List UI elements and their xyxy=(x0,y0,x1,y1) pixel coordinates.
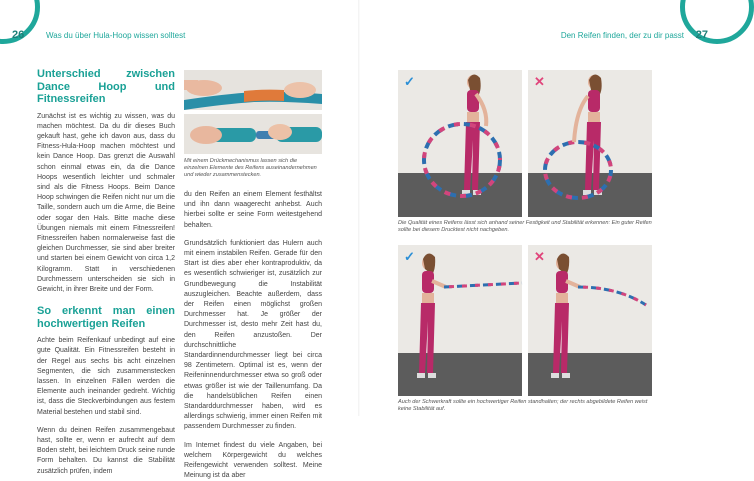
body-paragraph: Zunächst ist es wichtig zu wissen, was du machen möchtest. Da du dir dieses Buch gekauft hast, gehe ich davon aus, dass du Fitness-Hula-Hoop machen möchtest und kein Dance Hoop. Das grenzt die Auswahl schon einmal etwas ein, da die Dance Hoops wesentlich leichter und schmaler sind als die Fitness Hoops. Beim Dance Hoop schwingen die Reifen nicht nur um die Taille, sondern auch um die Arme, die Beine oder sogar den Hals. Bitte mache diese Übungen niemals mit einem Fitnessreifen! Fitnessreifen haben normalerweise fast die gleichen Durchmesser, sie sind aber breiter und starten bei einem Gewicht von circa 1,2 Kilogramm. Statt in verschiedenen Durchmessern unterscheiden sie sich in Gewicht, in ihrer Breite und der Form. xyxy=(37,112,175,293)
photo-caption: Mit einem Drückmechanismus lassen sich die einzelnen Elemente des Reifens auseinandernehmen und wieder zusammenstecken. xyxy=(184,158,317,179)
page-number: 26 xyxy=(12,29,25,41)
body-paragraph: Grundsätzlich funktioniert das Hulern auch mit einem instabilen Reifen. Gerade für den Start ist dies aber eher kontraproduktiv, da es wesentlich schwieriger ist, zusätzlich zur Grundbewegung die Instabilität auszugleichen. Beachte außerdem, dass der Reifen einen möglichst großen Durchmesser hat. Je größer der Durchmesser ist, desto mehr Zeit hast du, den Reifen anzustoßen. Der durchschnittliche Standardinnendurchmesser liegt bei circa 98 Zentimetern. Optimal ist es, wenn der Reifeninnendurchmesser etwa so groß oder etwas größer ist wie der Taillenumfang. Da die handelsüblichen Reifen einen Standarddurchmesser haben, wird es allerdings schwierig, immer einen Reifen mit passendem Durchmesser zu finden. xyxy=(184,239,322,431)
text-column-1 xyxy=(37,68,175,477)
running-head: Was du über Hula-Hoop wissen solltest xyxy=(46,31,186,40)
page-number: 27 xyxy=(695,29,708,41)
section-heading: So erkennt man einen hochwertigen Reifen xyxy=(37,305,175,330)
hoop-segment-photo xyxy=(184,70,322,110)
cross-icon: ✕ xyxy=(534,249,545,264)
photo-caption: Die Qualität eines Reifens lässt sich anhand seiner Festigkeit und Stabilität erkennen: Ein guter Reifen sollte bei diesem Drucktest nicht nachgeben. xyxy=(398,220,652,234)
body-paragraph: du den Reifen an einem Element festhältst und ihn dann waagerecht anhebst. Auch hierbei sollte er seine Form weitestgehend behalten. xyxy=(184,191,322,229)
body-paragraph: Wenn du deinen Reifen zusammengebaut hast, sollte er, wenn er aufrecht auf dem Boden steht, bei leichtem Druck seine runde Form behalten. Du kannst die Stabilität zusätzlich prüfen, indem xyxy=(37,426,175,475)
running-head: Den Reifen finden, der zu dir passt xyxy=(560,31,684,40)
bad-hoop-press-photo xyxy=(528,70,652,217)
hoop-connector-photo xyxy=(184,114,322,154)
page-number-ring xyxy=(680,0,754,44)
body-paragraph: Im Internet findest du viele Angaben, bei welchem Körpergewicht du welches Reifengewicht verwenden solltest. Meine Meinung ist da aber xyxy=(184,441,322,480)
text-column-2 xyxy=(184,190,322,481)
left-page xyxy=(0,0,360,480)
good-hoop-hold-photo xyxy=(398,245,522,396)
good-hoop-press-photo xyxy=(398,70,522,217)
right-page xyxy=(360,0,720,416)
section-heading: Unterschied zwischen Dance Hoop und Fitnessreifen xyxy=(37,68,175,105)
body-paragraph: Achte beim Reifenkauf unbedingt auf eine gute Qualität. Ein Fitnessreifen besteht in der Regel aus sechs bis acht einzelnen Segmenten, die sich zusammenstecken lassen. In einzelnen Fällen werden die Elemente auch ineinander gedreht. Wichtig ist, dass die Steckverbindungen aus festem Material bestehen und stabil sind. xyxy=(37,337,175,416)
check-icon: ✓ xyxy=(404,249,415,264)
bad-hoop-hold-photo xyxy=(528,245,652,396)
check-icon: ✓ xyxy=(404,74,415,89)
photo-caption: Auch der Schwerkraft sollte ein hochwertiger Reifen standhalten; der rechts abgebildete Reifen weist keine Stabilität auf. xyxy=(398,399,648,413)
cross-icon: ✕ xyxy=(534,74,545,89)
